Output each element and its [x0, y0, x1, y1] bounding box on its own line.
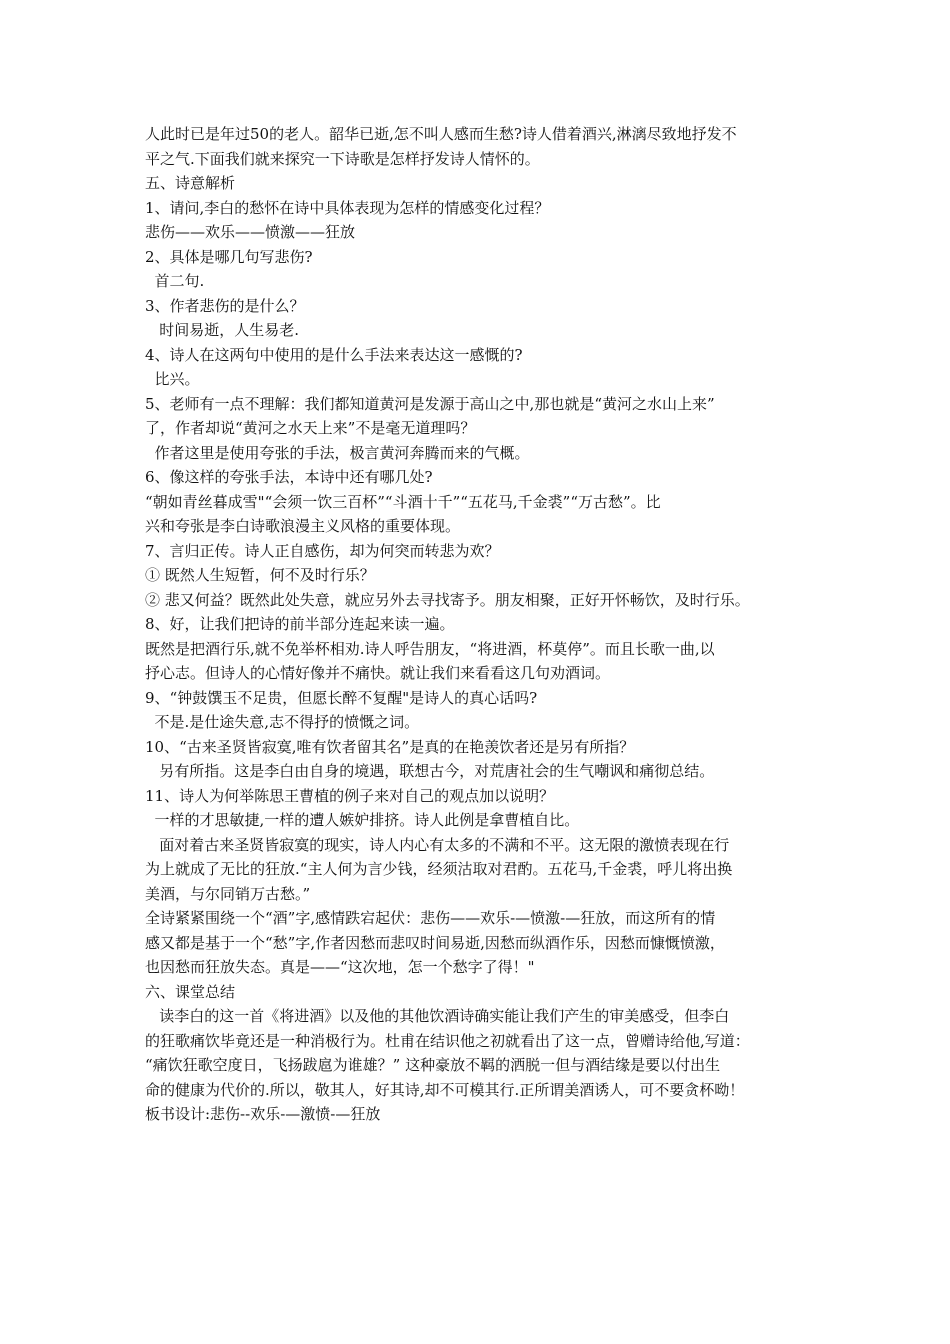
section-heading: 五、诗意解析 [145, 174, 236, 192]
text-line: 平之气.下面我们就来探究一下诗歌是怎样抒发诗人情怀的。 [145, 149, 540, 168]
question-line: 4、诗人在这两句中使用的是什么手法来表达这一感慨的? [145, 345, 523, 364]
text-line: 既然是把酒行乐,就不免举杯相劝.诗人呼告朋友，“将进酒，杯莫停”。而且长歌一曲,以 [145, 639, 715, 658]
answer-line: 一样的才思敏捷,一样的遭人嫉妒排挤。诗人此例是拿曹植自比。 [145, 811, 580, 829]
question-line: 7、言归正传。诗人正自感伤，却为何突而转悲为欢？ [145, 541, 500, 560]
answer-line: “朝如青丝暮成雪"“会须一饮三百杯”“斗酒十千”“五花马,千金裘”“万古愁”。比 [145, 492, 661, 511]
text-line: “痛饮狂歌空度日，飞扬跋扈为谁雄？” 这种豪放不羁的洒脱一但与酒结缘是要以付出生 [145, 1056, 721, 1074]
text-line: 全诗紧紧围绕一个“酒”字,感情跌宕起伏：悲伤——欢乐-—愤激-—狂放，而这所有的情 [145, 909, 716, 927]
text-line: 也因愁而狂放失态。真是——“这次地，怎一个愁字了得！" [145, 958, 535, 976]
question-line: 8、好，让我们把诗的前半部分连起来读一遍。 [145, 615, 455, 633]
section-heading: 六、课堂总结 [145, 982, 236, 1001]
text-line: 读李白的这一首《将进酒》以及他的其他饮酒诗确实能让我们产生的审美感受，但李白 [145, 1007, 730, 1025]
text-line: 面对着古来圣贤皆寂寞的现实，诗人内心有太多的不满和不平。这无限的激愤表现在行 [145, 835, 730, 854]
question-line: 11、诗人为何举陈思王曹植的例子来对自己的观点加以说明？ [145, 786, 555, 805]
text-line: 抒心志。但诗人的心情好像并不痛快。就让我们来看看这几句劝酒词。 [145, 664, 611, 682]
question-line: 5、老师有一点不理解：我们都知道黄河是发源于高山之中,那也就是“黄河之水山上来” [145, 394, 715, 413]
answer-line: 另有所指。这是李白由自身的境遇，联想古今，对荒唐社会的生气嘲讽和痛彻总结。 [145, 762, 715, 780]
question-line: 3、作者悲伤的是什么？ [145, 296, 305, 315]
text-line: 为上就成了无比的狂放.“主人何为言少钱，经须沽取对君酌。五花马,千金裘，呼儿将出换 [145, 860, 733, 878]
text-line: 感又都是基于一个“愁”字,作者因愁而悲叹时间易逝,因愁而纵酒作乐，因愁而慷慨愤激， [145, 933, 725, 952]
board-design-line: 板书设计:悲伤--欢乐-—激愤-—狂放 [145, 1105, 381, 1123]
answer-line: 时间易逝，人生易老. [145, 321, 300, 339]
text-line: 美酒，与尔同销万古愁。” [145, 884, 311, 903]
question-line: 10、“古来圣贤皆寂寞,唯有饮者留其名”是真的在艳羡饮者还是另有所指？ [145, 737, 635, 756]
question-line: 6、像这样的夸张手法，本诗中还有哪几处? [145, 468, 433, 486]
text-line: 人此时已是年过50的老人。韶华已逝,怎不叫人感而生愁?诗人借着酒兴,淋漓尽致地抒发不 [145, 125, 737, 143]
answer-line: 兴和夸张是李白诗歌浪漫主义风格的重要体现。 [145, 517, 461, 535]
question-line: 2、具体是哪几句写悲伤? [145, 247, 313, 266]
answer-line: 不是.是仕途失意,志不得抒的愤慨之词。 [145, 713, 420, 731]
answer-line: 作者这里是使用夸张的手法，极言黄河奔腾而来的气概。 [145, 443, 530, 462]
question-line: 1、请问,李白的愁怀在诗中具体表现为怎样的情感变化过程？ [145, 198, 550, 217]
answer-line: ② 悲又何益？既然此处失意，就应另外去寻找寄予。朋友相聚，正好开怀畅饮，及时行乐。 [145, 590, 750, 609]
question-line: 了，作者却说“黄河之水天上来”不是毫无道理吗？ [145, 419, 476, 437]
answer-line: ① 既然人生短暂，何不及时行乐？ [145, 566, 375, 584]
answer-line: 首二句. [145, 272, 205, 290]
answer-line: 比兴。 [145, 370, 200, 388]
text-line: 的狂歌痛饮毕竟还是一种消极行为。杜甫在结识他之初就看出了这一点，曾赠诗给他,写道： [145, 1031, 750, 1050]
question-line: 9、“钟鼓馔玉不足贵，但愿长醉不复醒"是诗人的真心话吗? [145, 688, 538, 707]
answer-line: 悲伤——欢乐——愤激——狂放 [145, 223, 356, 241]
document-body [145, 122, 817, 1127]
text-line: 命的健康为代价的.所以，敬其人，好其诗,却不可模其行.正所谓美酒诱人，可不要贪杯呦！ [145, 1080, 745, 1099]
